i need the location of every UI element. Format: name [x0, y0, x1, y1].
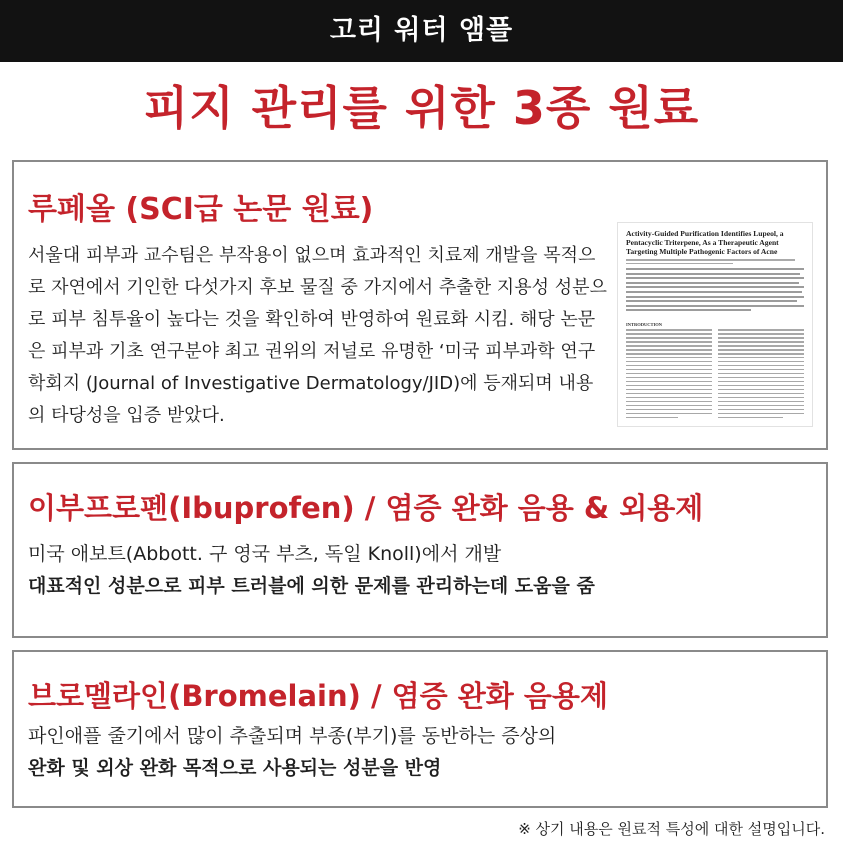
card-title: 브로멜라인(Bromelain) / 염증 완화 음용제 [28, 679, 608, 713]
paper-authors [626, 259, 804, 264]
card-title: 루페올 (SCI급 논문 원료) [28, 192, 374, 227]
paper-section-heading: INTRODUCTION [626, 322, 663, 327]
card-body: 서울대 피부과 교수팀은 부작용이 없으며 효과적인 치료제 개발을 목적으로 자연에서 기인한 다섯가지 후보 물질 중 가지에서 추출한 지용성 성분으로 피부 침투율이 높다는 것을 확인하여 반영하여 원료화 시킴. 해당 논문은 피부과 기초 연구분야 최고 권위의 저널로 유명한 ‘미국 피부과학 연구 학회지 (Journal of Investigative Dermatology/JID)에 등재되며 내용의 타당성을 입증 받았다. [28, 245, 607, 426]
card-body [28, 720, 556, 784]
card-body-line: 완화 및 외상 완화 목적으로 사용되는 성분을 반영 [28, 757, 442, 779]
header-bar [0, 0, 843, 62]
card-body [28, 538, 595, 602]
paper-columns [626, 329, 804, 421]
card-body-line: 대표적인 성분으로 피부 트러블에 의한 문제를 관리하는데 도움을 줌 [28, 575, 595, 597]
ingredient-card-lupeol [12, 160, 828, 450]
header-title: 고리 워터 앰플 [329, 15, 514, 46]
ingredient-card-bromelain [12, 650, 828, 808]
card-body-line: 파인애플 줄기에서 많이 추출되며 부종(부기)를 동반하는 증상의 [28, 725, 557, 747]
card-title: 이부프로펜(Ibuprofen) / 염증 완화 음용 & 외용제 [28, 491, 704, 525]
card-body-line: 미국 애보트(Abbott. 구 영국 부츠, 독일 Knoll)에서 개발 [28, 543, 502, 565]
page-title: 피지 관리를 위한 3종 원료 [143, 81, 700, 135]
footnote: ※ 상기 내용은 원료적 특성에 대한 설명입니다. [518, 820, 825, 838]
paper-thumbnail [617, 222, 813, 427]
paper-abstract [626, 268, 804, 318]
paper-title: Activity-Guided Purification Identifies Lupeol, a Pentacyclic Triterpene, As a Therapeutic Agent Targeting Multiple Pathogenic Factors of Acne [626, 229, 784, 256]
ingredient-card-ibuprofen [12, 462, 828, 638]
